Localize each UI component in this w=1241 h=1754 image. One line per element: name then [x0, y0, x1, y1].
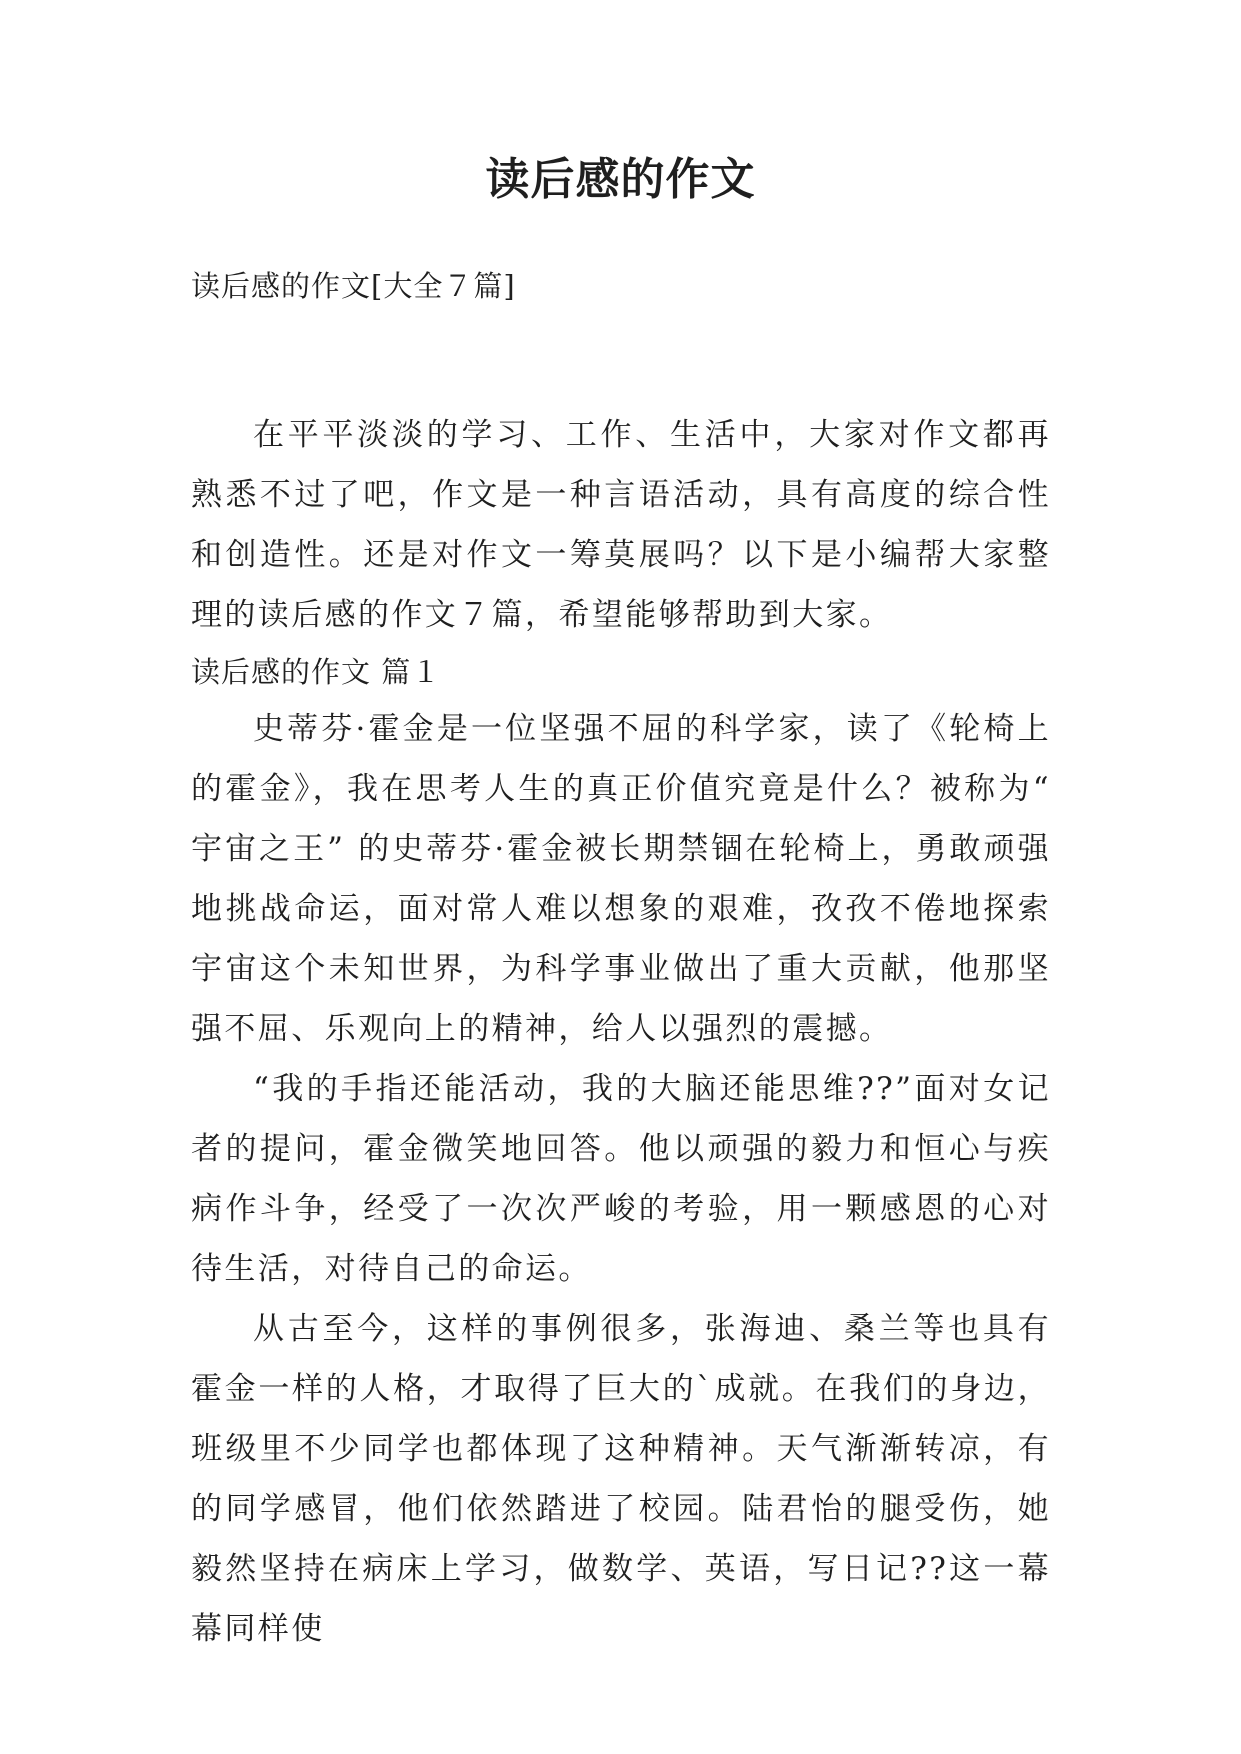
- body-paragraph: 从古至今，这样的事例很多，张海迪、桑兰等也具有霍金一样的人格，才取得了巨大的`成就。在我们的身边，班级里不少同学也都体现了这种精神。天气渐渐转凉，有的同学感冒，他们依然踏进了校园。陆君怡的腿受伤，她毅然坚持在病床上学习，做数学、英语，写日记??这一幕幕同样使: [191, 1311, 1051, 1647]
- document-subtitle: 读后感的作文[大全７篇]: [191, 269, 516, 303]
- body-paragraph: “我的手指还能活动，我的大脑还能思维??”面对女记者的提问，霍金微笑地回答。他以顽强的毅力和恒心与疾病作斗争，经受了一次次严峻的考验，用一颗感恩的心对待生活，对待自己的命运。: [191, 1071, 1051, 1287]
- intro-paragraph: 在平平淡淡的学习、工作、生活中，大家对作文都再熟悉不过了吧，作文是一种言语活动，具有高度的综合性和创造性。还是对作文一筹莫展吗？以下是小编帮大家整理的读后感的作文７篇，希望能够帮助到大家。: [191, 417, 1051, 633]
- document-title: 读后感的作文: [485, 154, 756, 205]
- body-paragraph: 史蒂芬·霍金是一位坚强不屈的科学家，读了《轮椅上的霍金》，我在思考人生的真正价值究竟是什么？被称为“ 宇宙之王” 的史蒂芬·霍金被长期禁锢在轮椅上，勇敢顽强地挑战命运，面对常人难以想象的艰难，孜孜不倦地探索宇宙这个未知世界，为科学事业做出了重大贡献，他那坚强不屈、乐观向上的精神，给人以强烈的震撼。: [191, 711, 1051, 1047]
- section-heading: 读后感的作文 篇１: [191, 655, 442, 689]
- document-body: [191, 405, 1051, 1659]
